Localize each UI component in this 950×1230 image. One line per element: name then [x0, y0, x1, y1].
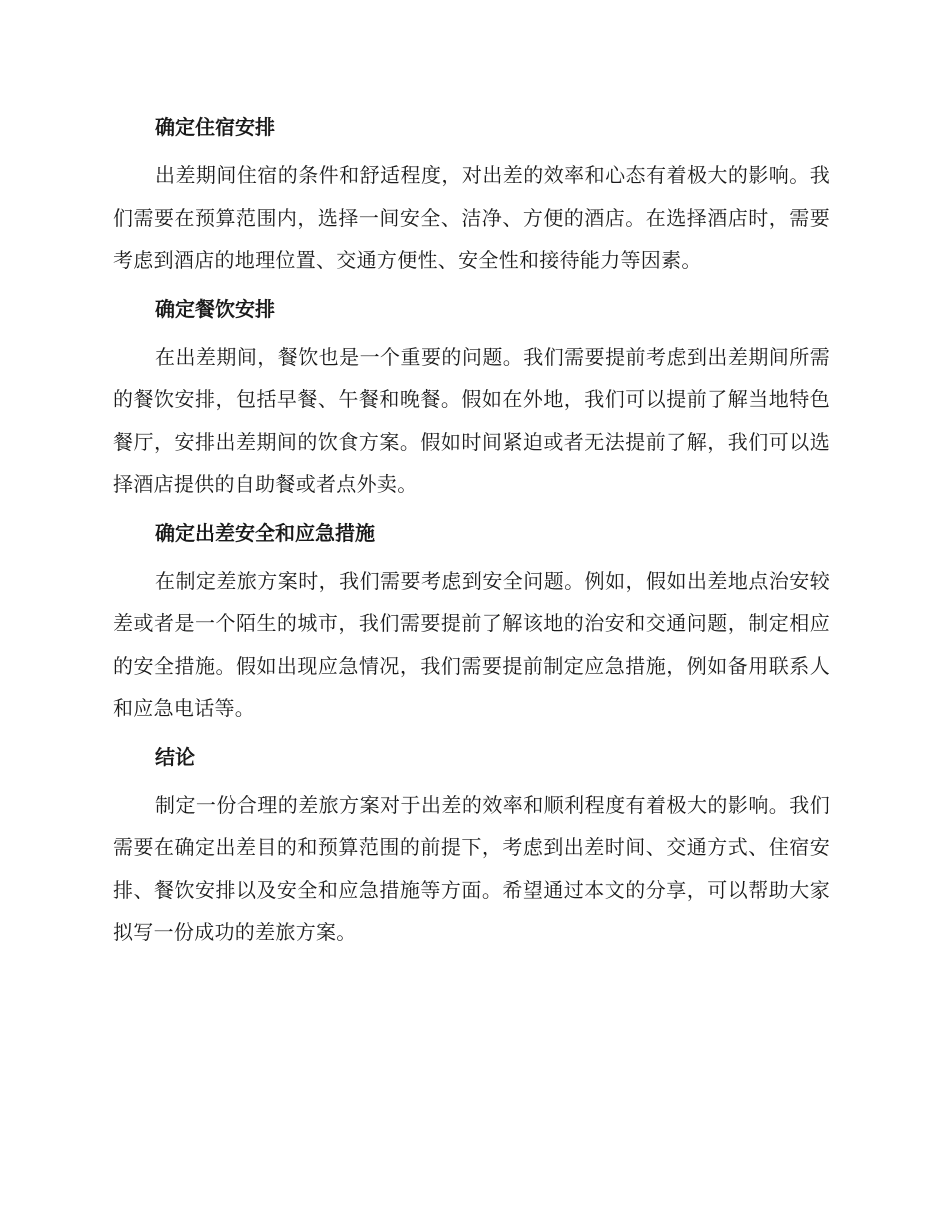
section-heading: 确定出差安全和应急措施	[155, 520, 375, 545]
section-heading: 确定住宿安排	[155, 115, 275, 139]
section-paragraph: 出差期间住宿的条件和舒适程度，对出差的效率和心态有着极大的影响。我们需要在预算范围内，选择一间安全、洁净、方便的酒店。在选择酒店时，需要考虑到酒店的地理位置、交通方便性、安全性和接待能力等因素。	[113, 163, 830, 272]
section-paragraph: 制定一份合理的差旅方案对于出差的效率和顺利程度有着极大的影响。我们需要在确定出差目的和预算范围的前提下，考虑到出差时间、交通方式、住宿安排、餐饮安排以及安全和应急措施等方面。希望通过本文的分享，可以帮助大家拟写一份成功的差旅方案。	[113, 792, 830, 944]
section-accommodation	[113, 112, 830, 282]
section-safety	[113, 518, 830, 730]
section-heading: 确定餐饮安排	[155, 296, 275, 321]
section-paragraph: 在出差期间，餐饮也是一个重要的问题。我们需要提前考虑到出差期间所需的餐饮安排，包括早餐、午餐和晚餐。假如在外地，我们可以提前了解当地特色餐厅，安排出差期间的饮食方案。假如时间紧迫或者无法提前了解，我们可以选择酒店提供的自助餐或者点外卖。	[113, 344, 830, 496]
section-paragraph: 在制定差旅方案时，我们需要考虑到安全问题。例如，假如出差地点治安较差或者是一个陌生的城市，我们需要提前了解该地的治安和交通问题，制定相应的安全措施。假如出现应急情况，我们需要提前制定应急措施，例如备用联系人和应急电话等。	[113, 568, 830, 720]
section-dining	[113, 294, 830, 506]
section-heading: 结论	[155, 744, 195, 769]
section-conclusion	[113, 742, 830, 954]
